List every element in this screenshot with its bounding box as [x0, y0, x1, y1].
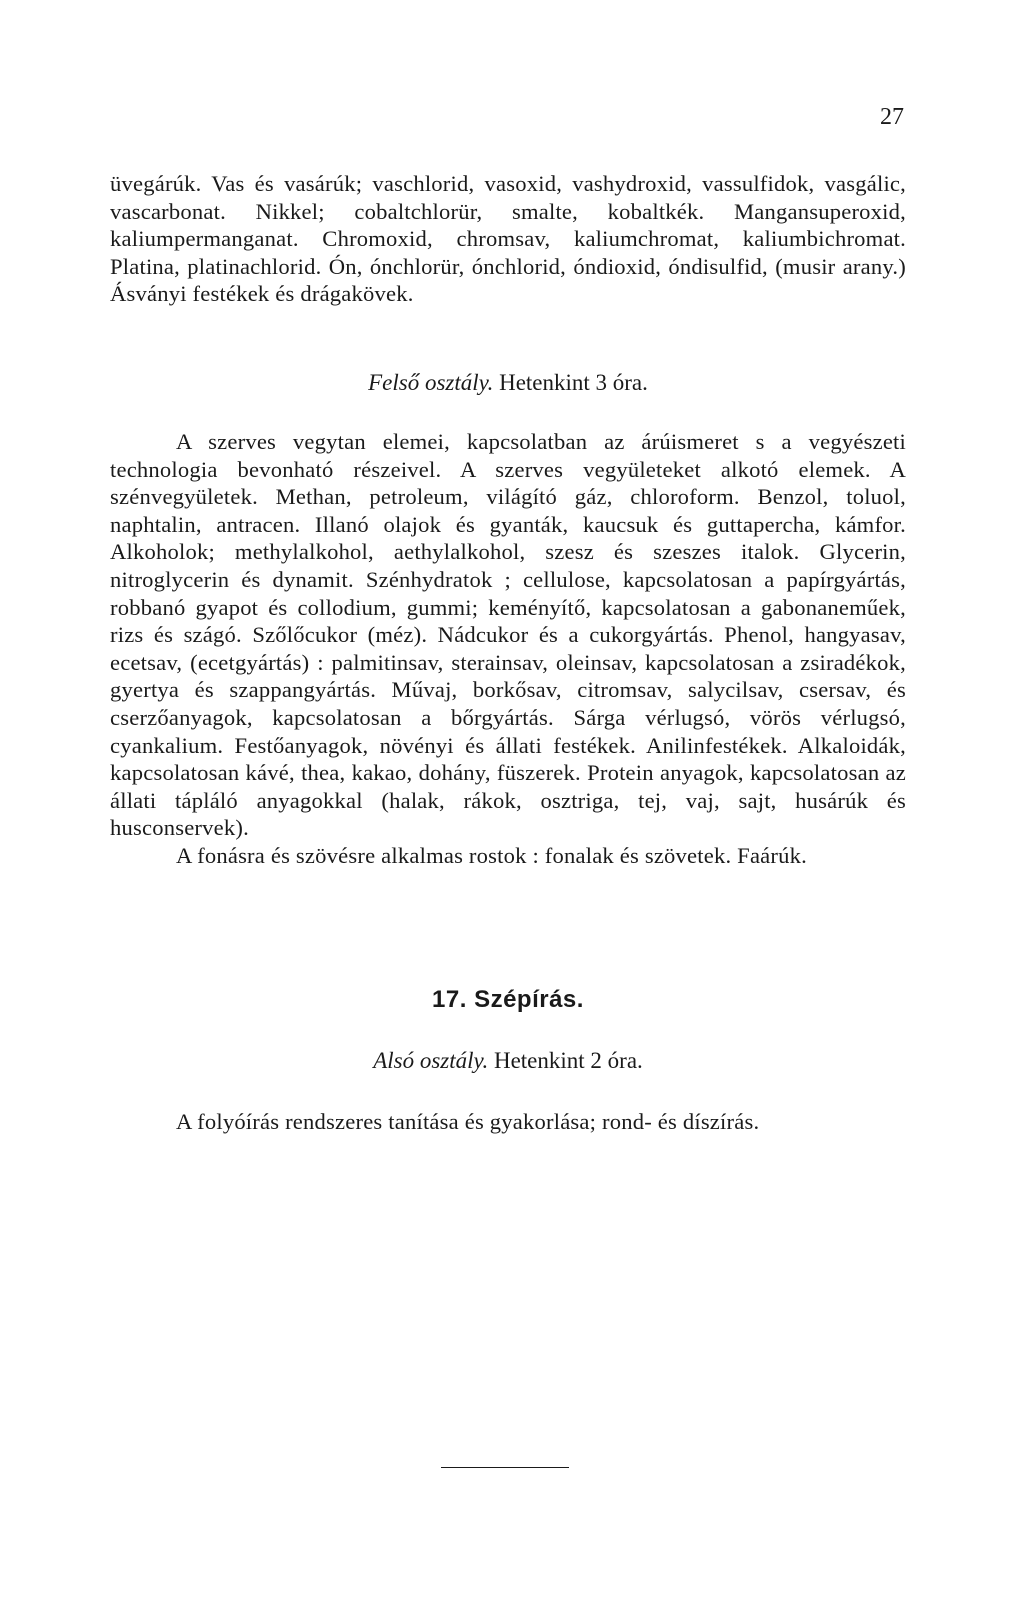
paragraph-organic — [110, 428, 906, 870]
end-rule — [441, 1467, 569, 1468]
page-number: 27 — [880, 104, 904, 130]
upper-class-line — [110, 370, 906, 396]
lower-class-label: Alsó osztály. — [373, 1048, 489, 1073]
paragraph-text: üvegárúk. Vas és vasárúk; vaschlorid, vasoxid, vashydroxid, vassulfidok, vasgálic, vascarbonat. Nikkel; cobaltchlorür, smalte, kobaltkék. Mangansuperoxid, kaliumpermanganat. Chromoxid, chromsav, kaliumchromat, kaliumbichromat. Platina, platinachlorid. Ón, ónchlorür, ónchlorid, óndioxid, óndisulfid, (musir arany.) Ásványi festékek és drágakövek. — [110, 171, 906, 307]
section-heading: 17. Szépírás. — [432, 986, 584, 1013]
paragraph-text: A szerves vegytan elemei, kapcsolatban az árúismeret s a vegyészeti technologia bevonható részeivel. A szerves vegyületeket alkotó elemek. A szénvegyületek. Methan, petroleum, világító gáz, chloroform. Benzol, toluol, naphtalin, antracen. Illanó olajok és gyanták, kaucsuk és guttapercha, kámfor. Alkoholok; methylalkohol, aethylalkohol, szesz és szeszes italok. Glycerin, nitroglycerin és dynamit. Szénhydratok ; cellulose, kapcsolatosan a papírgyártás, robbanó gyapot és collodium, gummi; keményítő, kapcsolatosan a gabonaneműek, rizs és szágó. Szőlőcukor (méz). Nádcukor és a cukorgyártás. Phenol, hangyasav, ecetsav, (ecetgyártás) : palmitinsav, sterainsav, oleinsav, kapcsolatosan a zsiradékok, gyertya és szappangyártás. Művaj, borkősav, citromsav, salycilsav, csersav, és cserzőanyagok, kapcsolatosan a bőrgyártás. Sárga vérlugsó, vörös vérlugsó, cyankalium. Festőanyagok, növényi és állati festékek. Anilinfestékek. Alkaloidák, kapcsolatosan kávé, thea, kakao, dohány, füszerek. Protein anyagok, kapcsolatosan az állati tápláló anyagokkal (halak, rákok, osztriga, tej, vaj, sajt, husárúk és husconservek). — [110, 429, 906, 841]
lower-class-line — [110, 1048, 906, 1074]
paragraph-text: A folyóírás rendszeres tanítása és gyakorlása; rond- és díszírás. — [176, 1109, 760, 1134]
paragraph-text: A fonásra és szövésre alkalmas rostok : fonalak és szövetek. Faárúk. — [176, 842, 807, 868]
upper-class-label: Felső osztály. — [368, 370, 494, 395]
paragraph-calligraphy — [110, 1108, 906, 1136]
paragraph-inorganic — [110, 170, 906, 308]
upper-class-hours: Hetenkint 3 óra. — [499, 370, 648, 395]
lower-class-hours: Hetenkint 2 óra. — [493, 1048, 643, 1073]
